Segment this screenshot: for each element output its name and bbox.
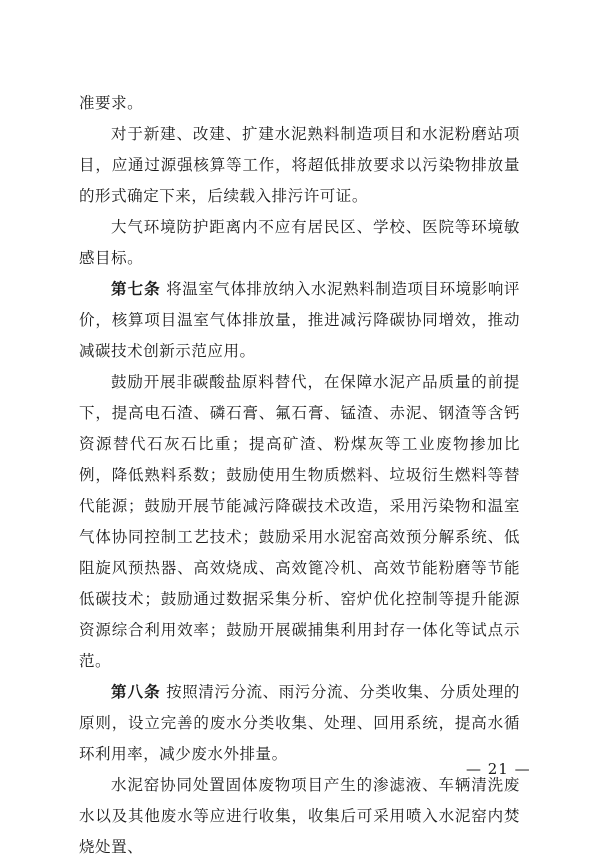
paragraph-text: 水泥窑协同处置固体废物项目产生的渗滤液、车辆清洗废水以及其他废水等应进行收集，收集后可采用喷入水泥窑内焚烧处置、 [79, 776, 520, 856]
paragraph-5 [79, 367, 520, 677]
article-heading: 第七条 [111, 280, 161, 298]
article-heading: 第八条 [111, 683, 161, 701]
page-number: — 21 — [466, 760, 531, 778]
paragraph-article-7 [79, 274, 520, 367]
paragraph-text: 按照清污分流、雨污分流、分类收集、分质处理的原则，设立完善的废水分类收集、处理、回用系统，提高水循环利用率，减少废水外排量。 [79, 683, 520, 763]
paragraph-text: 鼓励开展非碳酸盐原料替代，在保障水泥产品质量的前提下，提高电石渣、磷石膏、氟石膏、锰渣、赤泥、钢渣等含钙资源替代石灰石比重；提高矿渣、粉煤灰等工业废物掺加比例，降低熟料系数；鼓励使用生物质燃料、垃圾衍生燃料等替代能源；鼓励开展节能减污降碳技术改造，采用污染物和温室气体协同控制工艺技术；鼓励采用水泥窑高效预分解系统、低阻旋风预热器、高效烧成、高效篦冷机、高效节能粉磨等节能低碳技术；鼓励通过数据采集分析、窑炉优化控制等提升能源资源综合利用效率；鼓励开展碳捕集利用封存一体化等试点示范。 [79, 373, 520, 670]
paragraph-text: 将温室气体排放纳入水泥熟料制造项目环境影响评价，核算项目温室气体排放量，推进减污降碳协同增效，推动减碳技术创新示范应用。 [79, 280, 520, 360]
paragraph-1 [79, 88, 520, 119]
paragraph-7 [79, 770, 520, 863]
paragraph-2 [79, 119, 520, 212]
paragraph-3 [79, 212, 520, 274]
paragraph-article-8 [79, 677, 520, 770]
paragraph-text: 对于新建、改建、扩建水泥熟料制造项目和水泥粉磨站项目，应通过源强核算等工作，将超低排放要求以污染物排放量的形式确定下来，后续载入排污许可证。 [79, 125, 520, 205]
paragraph-text: 准要求。 [79, 94, 144, 112]
body-text [79, 88, 520, 863]
paragraph-text: 大气环境防护距离内不应有居民区、学校、医院等环境敏感目标。 [79, 218, 520, 267]
